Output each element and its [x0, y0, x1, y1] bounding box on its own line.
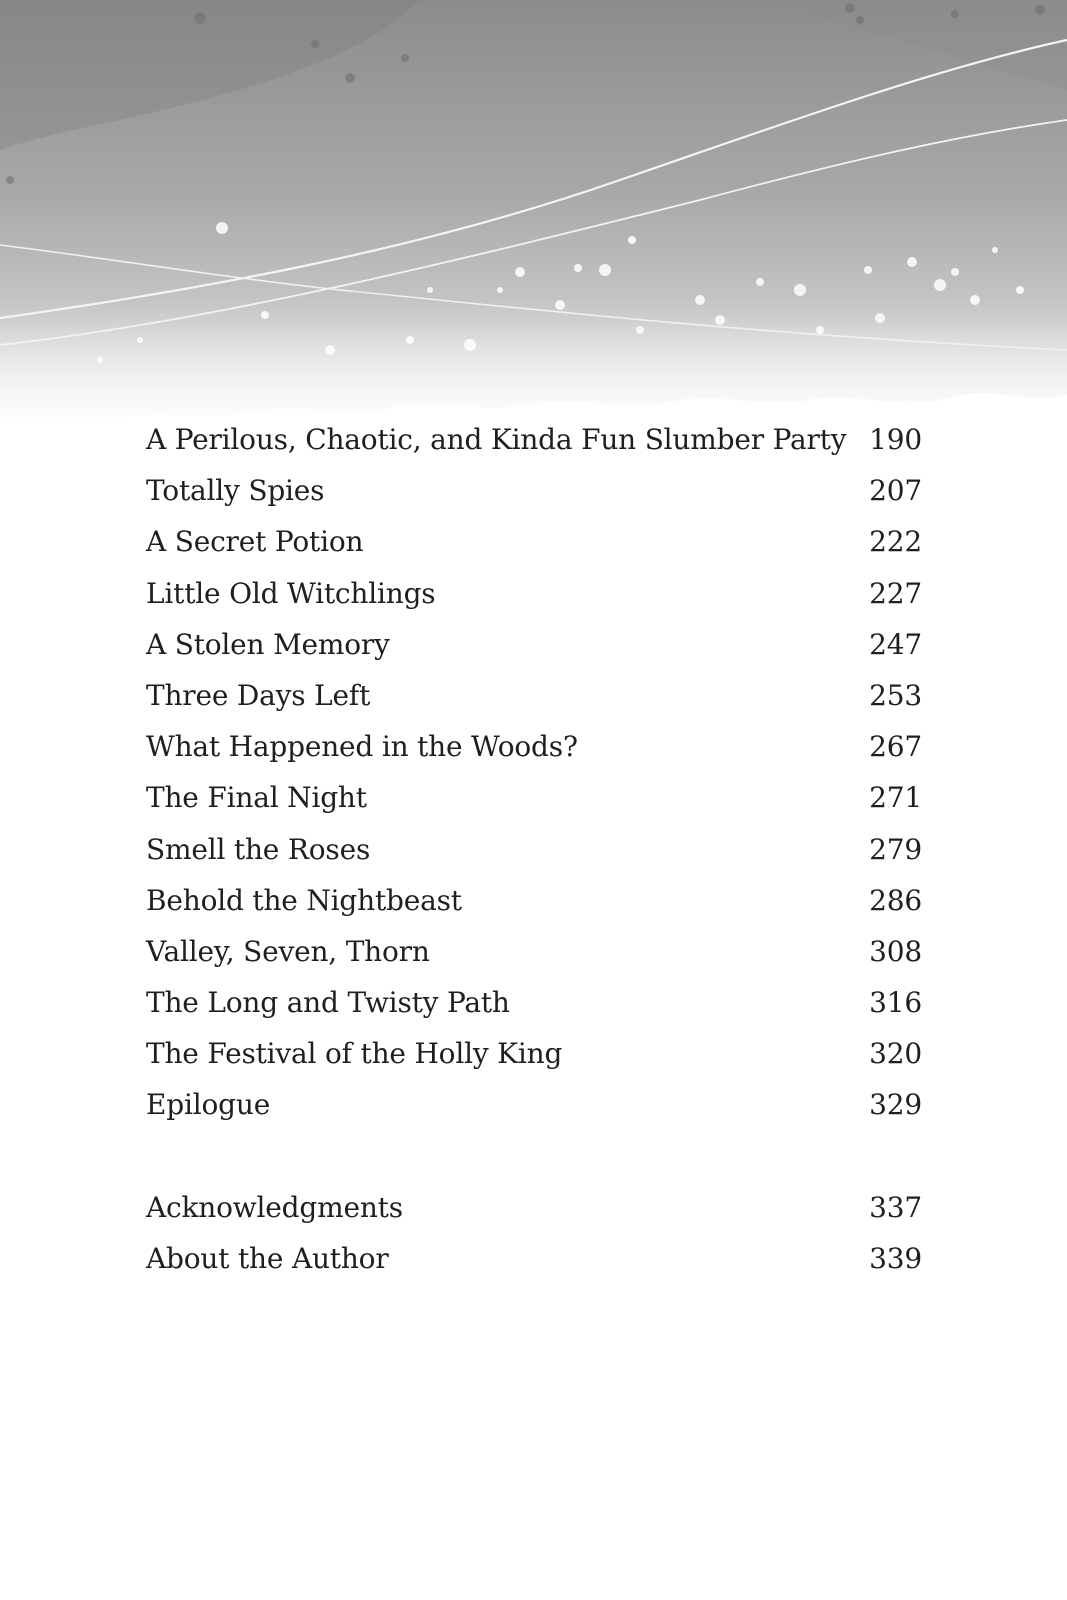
toc-entry	[146, 834, 922, 885]
toc-entry	[146, 475, 922, 526]
toc-entry-title: Three Days Left	[146, 678, 371, 712]
toc-entry	[146, 731, 922, 782]
toc-entry	[146, 782, 922, 833]
toc-entry-page: 253	[869, 678, 922, 712]
table-of-contents	[146, 424, 922, 1294]
toc-entry-page: 227	[869, 576, 922, 610]
toc-entry-page: 320	[869, 1037, 922, 1071]
toc-entry	[146, 1192, 922, 1243]
toc-entries	[146, 424, 922, 1141]
toc-entry-page: 247	[869, 627, 922, 661]
toc-entry-title: Acknowledgments	[146, 1190, 403, 1224]
toc-entry-page: 339	[869, 1241, 922, 1275]
toc-entry-title: Epilogue	[146, 1088, 271, 1122]
toc-entry-title: About the Author	[146, 1241, 389, 1275]
toc-entry-page: 190	[869, 423, 922, 456]
toc-entry	[146, 526, 922, 577]
toc-entry	[146, 885, 922, 936]
toc-entry-page: 286	[869, 883, 922, 917]
toc-entry	[146, 424, 922, 475]
toc-entry-page: 316	[869, 986, 922, 1020]
toc-entry	[146, 936, 922, 987]
toc-entry-title: Smell the Roses	[146, 832, 371, 866]
toc-entry-title: Valley, Seven, Thorn	[146, 934, 430, 968]
header-watercolor-illustration	[0, 0, 1067, 480]
toc-entry-title: The Long and Twisty Path	[146, 986, 510, 1020]
toc-entry-page: 279	[869, 832, 922, 866]
toc-entry	[146, 578, 922, 629]
toc-entry-title: A Perilous, Chaotic, and Kinda Fun Slumber Party	[146, 423, 847, 456]
toc-entry-page: 222	[869, 525, 922, 559]
toc-entry	[146, 629, 922, 680]
toc-entry-page: 308	[869, 934, 922, 968]
toc-entry	[146, 1089, 922, 1140]
toc-entry-page: 207	[869, 474, 922, 508]
toc-entry-page: 337	[869, 1190, 922, 1224]
toc-entry-title: A Secret Potion	[146, 525, 364, 559]
toc-entry-title: Totally Spies	[146, 474, 325, 508]
toc-entry-title: Behold the Nightbeast	[146, 883, 462, 917]
toc-entry	[146, 1243, 922, 1294]
toc-entry-title: The Final Night	[146, 781, 367, 815]
toc-entry-title: What Happened in the Woods?	[146, 730, 578, 764]
toc-entry-page: 271	[869, 781, 922, 815]
toc-entry-title: The Festival of the Holly King	[146, 1037, 563, 1071]
toc-entry-title: A Stolen Memory	[146, 627, 390, 661]
toc-entry	[146, 1038, 922, 1089]
toc-entry	[146, 987, 922, 1038]
toc-entry-page: 329	[869, 1088, 922, 1122]
toc-entry	[146, 680, 922, 731]
toc-back-matter	[146, 1192, 922, 1294]
toc-entry-title: Little Old Witchlings	[146, 576, 436, 610]
toc-entry-page: 267	[869, 730, 922, 764]
